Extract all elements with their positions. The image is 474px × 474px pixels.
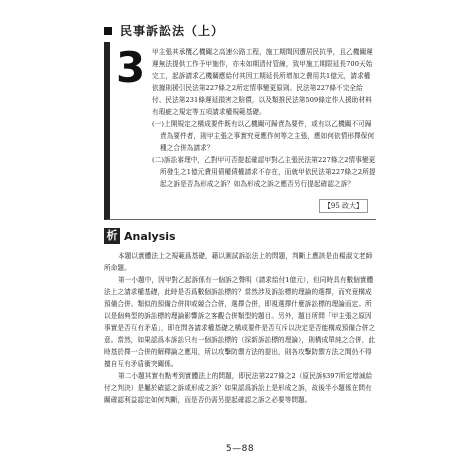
analysis-paragraph: 第二小題其實有點考到實體法上的問題，即民法第227條之2（原民訴§397所定增減給付之判決）是屬於確認之訴或形成之訴？如果認爲訴訟上是形成之訴，故後半小題係在問有關確認利益認定如何判斷，而是否仍需另提起確認之訴之必要等問題。 [104, 372, 373, 404]
page-number: 5—88 [225, 444, 255, 454]
header-square-icon [104, 27, 112, 35]
analysis-heading [104, 228, 176, 244]
analysis-paragraph: 第一小題中，因甲對乙起訴係有一個訴之聲明（請求給付1億元），但同時具有數個實體法上之請求權基礎，此時是否爲數個訴訟標的？當然涉及訴訟標的理論的選擇，而究竟構成預備合併、類似的預備合併抑或競合合併，選擇合併，即視選擇什麼訴訟標的理論而定。所以是個典型的訴訟標的理論影響訴之客觀合併類型的題目。另外，題目所問「甲主張之原因事實是否互有矛盾」，即在問各請求權基礎之構成要件是否互斥以決定是否能構成預備合併之意。當然，如果認爲本訴訟只有一個訴訟標的（採新訴訟標的理論），則構成單純之合併，此時基於擇一合併的解釋論之應用，所以攻擊防禦方法的提出，則各攻擊防禦方法之間仍不得擅自互有矛盾衝突關係。 [104, 276, 376, 368]
question-box [104, 42, 376, 220]
question-number: 3 [116, 43, 146, 92]
question-subitem-2: (二)訴訟審理中，乙對甲可否提起確認甲對乙主張民法第227條之2情事變更所發生之1億元費用債權債權請求不存在，而就甲依民法第227條之2所提起之訴是否為形成之訴？如為形成之訴之應否另行提起確認之訴？ [152, 156, 376, 188]
question-source: 【95 政大】 [319, 199, 368, 213]
analysis-title: Analysis [124, 229, 176, 243]
header-title: 民事訴訟法（上） [120, 24, 225, 38]
question-paragraph: 甲主張其承攬乙機關之高速公路工程，施工期間因遭居民抗爭，且乙機關遲遲無法提供工作予甲施作，亦未如期清付管線，致甲施工期限延長700天始完工，起訴請求乙機關應給付其因工期延長所增加之費用共1億元，請求權依據則援引民法第227條之2所定情事變更原則、民法第227條不完全給付、民法第231條遲延損害之賠償，以及類推民法第509條定作人援助材料有瑕疵之規定等五項請求權規範基礎。 [152, 48, 373, 116]
analysis-body [104, 250, 376, 406]
question-subitem-1: (一)上開規定之構成要件既有以乙機關可歸責為要件，或有以乙機關不可歸責為要件者，則甲主張之事實究竟應作何等之主張，應如何依情形擇保何種之合併為請求？ [152, 120, 375, 152]
analysis-badge: 析 [104, 228, 120, 244]
question-text [152, 46, 376, 190]
running-header [104, 22, 224, 39]
analysis-paragraph: 本題以實體法上之規範爲基礎，藉以測試訴訟法上的問題，判斷上應該是由楊淑文老師所命題。 [104, 252, 373, 272]
